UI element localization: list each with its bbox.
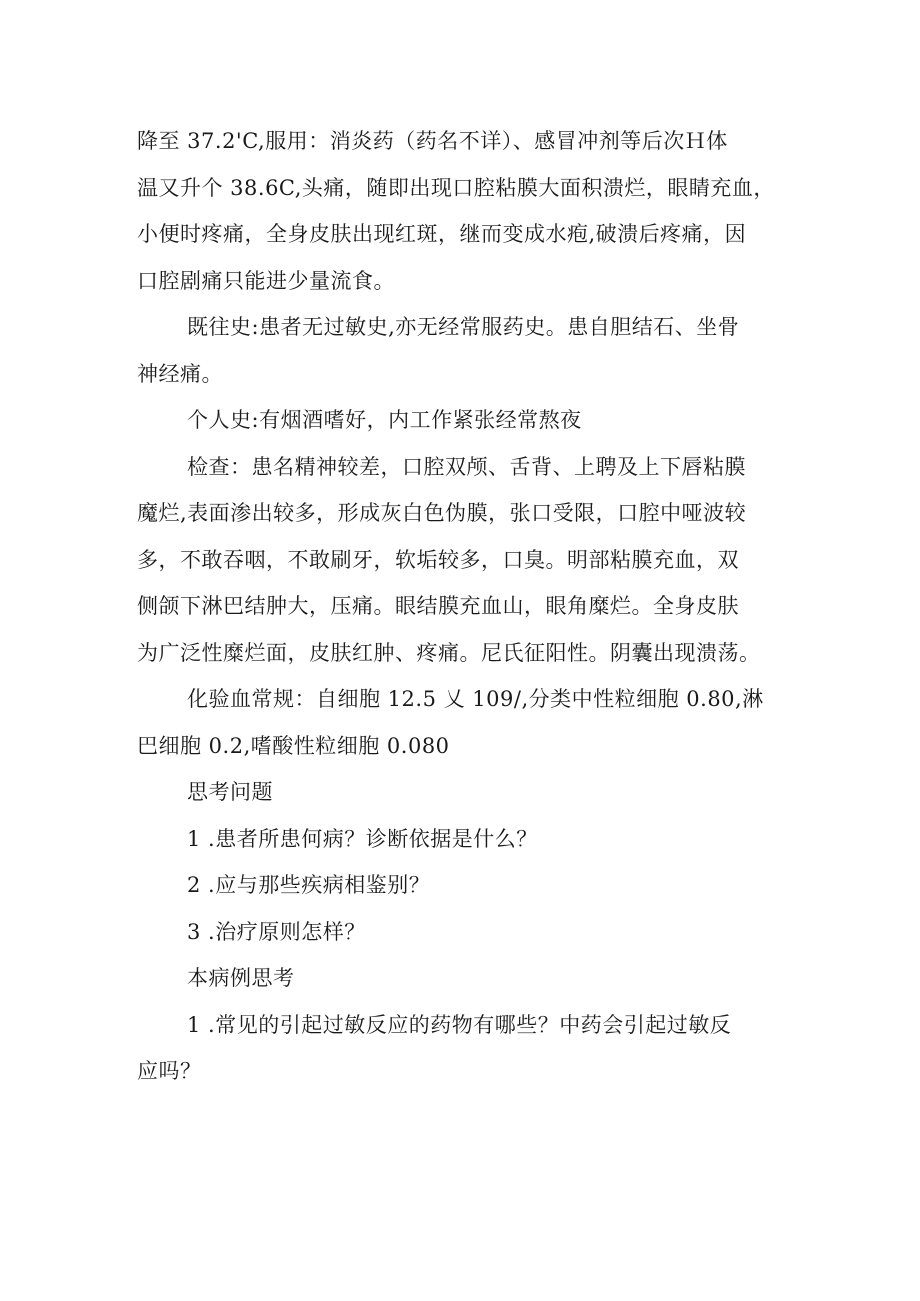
question-2: 2 .应与那些疾病相鉴别？	[187, 873, 431, 897]
question-1: 1 .患者所患何病？诊断依据是什么？	[187, 826, 538, 851]
past-history-paragraph	[137, 304, 792, 397]
text-line: 应吗？	[137, 1059, 202, 1083]
text-line: 多，不敢吞咽，不敢刷牙，软垢较多，口臭。明部粘膜充血，双	[137, 547, 739, 572]
text-line: 魔烂,表面渗出较多，形成灰白色伪膜，张口受限，口腔中哑波较	[137, 501, 747, 525]
text-line: 巴细胞 0.2,嗜酸性粒细胞 0.080	[137, 733, 450, 758]
document-page	[137, 118, 792, 1095]
lab-paragraph	[137, 676, 792, 769]
text-line: 小便时疼痛，全身皮肤出现红斑，继而变成水疱,破溃后疼痛，因	[137, 222, 747, 246]
case-heading: 本病例思考	[187, 966, 295, 990]
text-line: 温又升个 38.6C,头痛，随即出现口腔粘膜大面积溃烂，眼睛充血，	[137, 175, 775, 200]
text-line: 个人史:有烟酒嗜好，内工作紧张经常熬夜	[187, 408, 582, 432]
text-line: 既往史:患者无过敏史,亦无经常服药史。患自胆结石、坐骨	[187, 315, 740, 339]
text-line: 降至 37.2'C,服用：消炎药（药名不详）、感冒冲剂等后次Ｈ体	[137, 129, 728, 153]
question-3: 3 .治疗原则怎样？	[187, 919, 366, 944]
text-line: 化验血常规：自细胞 12.5 乂 109/,分类中性粒细胞 0.80,淋	[187, 687, 764, 711]
text-line: 为广泛性糜烂面，皮肤红肿、疼痛。尼氏征阳性。阴囊出现溃荡。	[137, 640, 761, 665]
text-line: 口腔剧痛只能进少量流食。	[137, 268, 395, 293]
text-line: 1 .常见的引起过敏反应的药物有哪些？中药会引起过敏反	[187, 1012, 732, 1037]
exam-paragraph	[137, 444, 792, 677]
personal-history-paragraph	[137, 397, 792, 444]
text-line: 检查：患名精神较差，口腔双颅、舌背、上聘及上下唇粘膜	[187, 454, 746, 479]
text-line: 侧颌下淋巴结肿大，压痛。眼结膜充血山，眼角糜烂。全身皮肤	[137, 594, 739, 618]
text-line: 神经痛。	[137, 361, 223, 386]
case-question-1	[137, 1002, 792, 1095]
questions-heading: 思考问题	[187, 780, 273, 804]
present-illness-paragraph	[137, 118, 792, 304]
